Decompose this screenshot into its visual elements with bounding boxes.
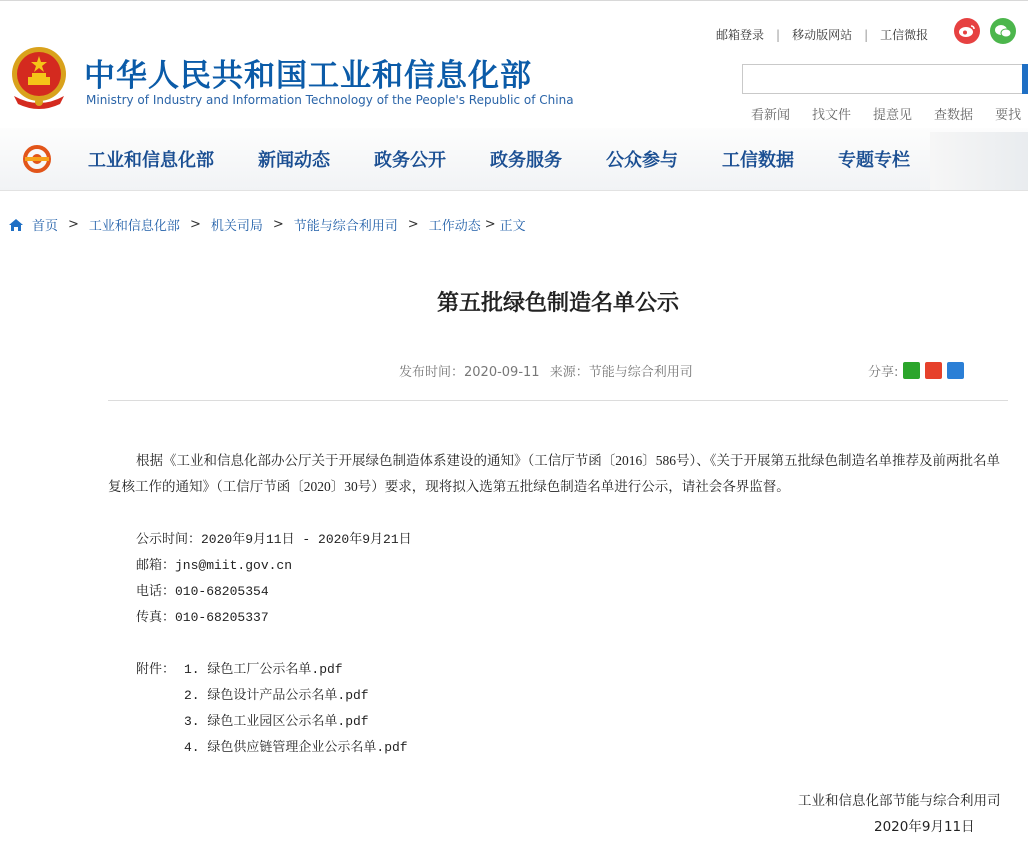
article-source: 来源：节能与综合利用司 (549, 365, 693, 380)
attachment-link[interactable]: 1. 绿色工厂公示名单.pdf (184, 662, 343, 677)
quick-link-news[interactable]: 看新闻 (751, 108, 791, 123)
attachment-link[interactable]: 3. 绿色工业园区公示名单.pdf (184, 714, 369, 729)
breadcrumb-ministry[interactable]: 工业和信息化部 (88, 219, 180, 234)
breadcrumb-energy-dept[interactable]: 节能与综合利用司 (293, 219, 398, 234)
divider (108, 400, 1008, 401)
search-button[interactable] (1022, 64, 1028, 94)
breadcrumb-separator: > (272, 217, 284, 232)
quick-links (751, 104, 1021, 123)
article-meta (399, 361, 699, 380)
search-input[interactable] (742, 64, 1024, 94)
site-title[interactable]: 中华人民共和国工业和信息化部 (84, 58, 532, 94)
wechat-icon[interactable] (990, 18, 1016, 44)
contact-fax: 传真：010-68205337 (136, 610, 269, 625)
signature-date: 2020年9月11日 (874, 819, 975, 835)
breadcrumb-work-news[interactable]: 工作动态 (428, 219, 481, 234)
home-icon (8, 218, 24, 232)
breadcrumb-home[interactable]: 首页 (32, 219, 59, 234)
site-title-english: Ministry of Industry and Information Technology of the People's Republic of China (86, 93, 574, 107)
weibo-icon[interactable] (954, 18, 980, 44)
share-label: 分享: (868, 365, 899, 380)
share-bar (868, 361, 964, 380)
breadcrumb-separator: > (189, 217, 201, 232)
breadcrumb-separator: > (68, 217, 79, 232)
nav-banner-decoration (930, 132, 1028, 190)
national-emblem-icon (8, 44, 70, 110)
nav-item-news[interactable]: 新闻动态 (258, 150, 330, 171)
contact-email: 邮箱：jns@miit.gov.cn (136, 558, 293, 573)
nav-item-topics[interactable]: 专题专栏 (838, 150, 910, 171)
nav-item-gov-services[interactable]: 政务服务 (490, 150, 562, 171)
nav-item-public[interactable]: 公众参与 (606, 150, 678, 171)
separator: | (864, 27, 869, 42)
mobile-site-link[interactable]: 移动版网站 (792, 28, 853, 42)
notice-period: 公示时间：2020年9月11日 - 2020年9月21日 (136, 532, 412, 547)
attachment-link[interactable]: 2. 绿色设计产品公示名单.pdf (184, 688, 369, 703)
quick-link-data[interactable]: 查数据 (934, 108, 974, 123)
article-body: 根据《工业和信息化部办公厅关于开展绿色制造体系建设的通知》（工信厅节函〔2016〕586号）、《关于开展第五批绿色制造名单推荐及前两批名单复核工作的通知》（工信厅节函〔2020〕30号）要求，现将拟入选第五批绿色制造名单进行公示，请社会各界监督。 (108, 453, 1000, 494)
separator: | (776, 27, 781, 42)
quick-link-find[interactable]: 要找 (995, 108, 1022, 123)
breadcrumb-current: 正文 (499, 219, 526, 234)
top-border (0, 0, 1028, 7)
contact-phone: 电话：010-68205354 (136, 584, 269, 599)
share-weibo-icon[interactable] (925, 362, 942, 379)
share-wechat-icon[interactable] (903, 362, 920, 379)
nav-item-data[interactable]: 工信数据 (722, 150, 794, 171)
attachments-label: 附件： (136, 662, 176, 677)
attachment-link[interactable]: 4. 绿色供应链管理企业公示名单.pdf (184, 740, 408, 755)
quick-link-feedback[interactable]: 提意见 (873, 108, 913, 123)
weibao-link[interactable]: 工信微报 (880, 28, 929, 42)
breadcrumb-separator: > (484, 217, 496, 232)
nav-item-gov-affairs[interactable]: 政务公开 (374, 150, 446, 171)
ministry-logo-icon (22, 144, 52, 174)
signature-org: 工业和信息化部节能与综合利用司 (798, 793, 1001, 809)
publish-time: 发布时间：2020-09-11 (399, 365, 540, 380)
article-title: 第五批绿色制造名单公示 (436, 291, 679, 316)
mail-login-link[interactable]: 邮箱登录 (716, 28, 765, 42)
quick-link-files[interactable]: 找文件 (812, 108, 852, 123)
nav-item-ministry[interactable]: 工业和信息化部 (88, 150, 214, 171)
share-qq-icon[interactable] (947, 362, 964, 379)
breadcrumb-departments[interactable]: 机关司局 (210, 219, 263, 234)
top-links (716, 26, 928, 43)
breadcrumb (8, 215, 526, 234)
breadcrumb-separator: > (407, 217, 419, 232)
